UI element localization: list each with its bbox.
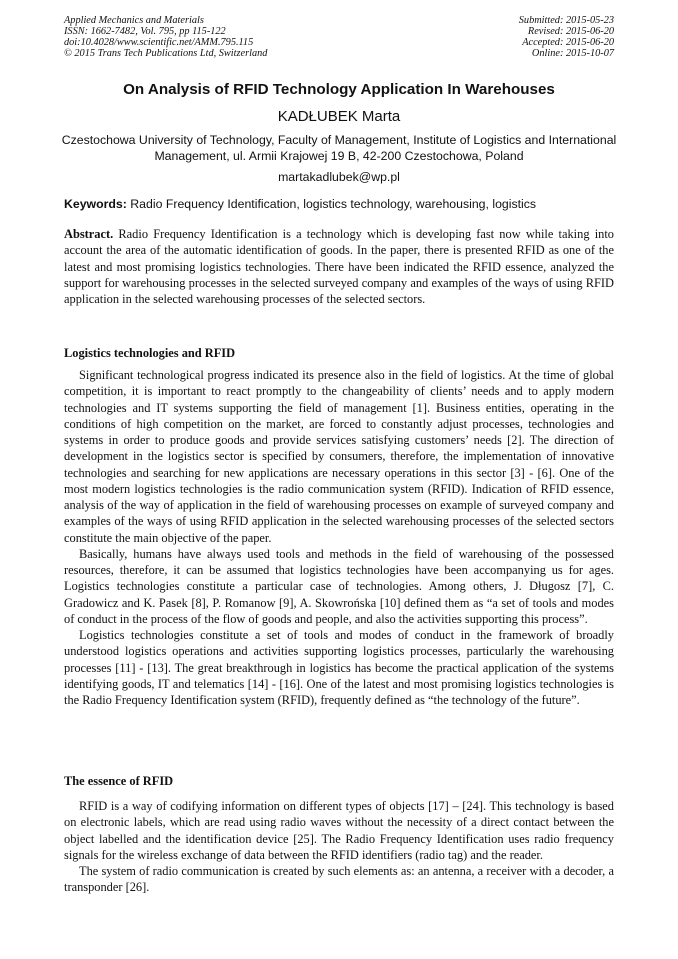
section-heading: The essence of RFID (64, 774, 174, 788)
publication-dates (519, 16, 614, 60)
paragraph: Significant technological progress indicated its presence also in the field of logistics. At the time of global competition, it is important to react promptly to the changeability of clients’ needs and to apply modern technologies and IT systems supporting the field of management [1]. Business entities, operating in the conditions of high competition on the market, are forced to constantly adjust processes, technologies and systems in order to produce goods and provide services satisfying customers’ needs [2]. The direction of development in the logistics sector is specified by consumers, therefore, the implementation of innovative technologies and searching for new applications are necessary operations in this sector [3] - [6]. One of the most modern logistics technologies is the radio communication system (RFID). Indication of RFID essence, analysis of the way of application in the field of warehousing processes on example of surveyed company and examples of the ways of using RFID application in the selected warehousing processes of the selected sectors constitute the main objective of the paper. (64, 368, 614, 545)
section-body (64, 798, 614, 896)
paragraph: Logistics technologies constitute a set of tools and modes of conduct in the framework of broadly understood logistics operations and activities supporting logistics processes, particularly the warehousing processes [11] - [13]. The great breakthrough in logistics has become the practical application of the systems identifying goods, IT and telematics [14] - [16]. One of the latest and most promising logistics technologies is the Radio Frequency Identification system (RFID), frequently defined as “the technology of the future”. (64, 628, 614, 707)
keywords-text: Radio Frequency Identification, logistics technology, warehousing, logistics (130, 197, 537, 211)
revised-date: Revised: 2015-06-20 (527, 25, 614, 37)
section-body (64, 367, 614, 708)
author-name: KADŁUBEK Marta (277, 108, 401, 125)
keywords-label: Keywords: (64, 197, 127, 211)
paragraph: RFID is a way of codifying information on different types of objects [17] – [24]. This technology is based on electronic labels, which are read using radio waves without the necessity of a direct contact between the object labelled and the identification device [25]. The Radio Frequency Identification uses radio frequency signals for the wireless exchange of data between the RFID identifiers (radio tag) and the reader. (64, 799, 614, 862)
journal-name: Applied Mechanics and Materials (64, 15, 204, 26)
section-heading: Logistics technologies and RFID (64, 346, 236, 360)
submitted-date: Submitted: 2015-05-23 (518, 15, 614, 26)
paragraph: The system of radio communication is created by such elements as: an antenna, a receiver with a decoder, a transponder [26]. (64, 864, 614, 895)
accepted-date: Accepted: 2015-06-20 (522, 36, 614, 48)
copyright-line: © 2015 Trans Tech Publications Ltd, Switzerland (64, 47, 268, 59)
paper-title: On Analysis of RFID Technology Application In Warehouses (123, 81, 555, 98)
abstract-text: Radio Frequency Identification is a technology which is developing fast now while taking into account the area of the automatic identification of goods. In the paper, there is presented RFID as one of the latest and most promising logistics technologies. There have been indicated the RFID essence, analyzed the support for warehousing processes in the selected surveyed company and examples of the ways of using RFID application in the selected warehousing processes of the selected sectors. (64, 227, 614, 306)
abstract-block (64, 226, 614, 307)
journal-info (64, 16, 267, 60)
author-email: martakadlubek@wp.pl (278, 170, 400, 184)
online-date: Online: 2015-10-07 (531, 47, 614, 59)
paragraph: Basically, humans have always used tools and methods in the field of warehousing of the possessed resources, therefore, it can be assumed that logistics technologies have been accompanying us for ages. Logistics technologies constitute a particular case of technologies. Among others, J. Długosz [7], C. Gradowicz and K. Pasek [8], P. Romanow [9], A. Skowrońska [10] defined them as “a set of tools and modes of conduct in the process of the flow of goods and people, and also the activities supporting this process”. (64, 546, 614, 626)
keywords-line (64, 197, 624, 211)
author-affiliation: Czestochowa University of Technology, Faculty of Management, Institute of Logistics and International Management, ul. Armii Krajowej 19 B, 42-200 Czestochowa, Poland (61, 133, 617, 163)
abstract-label: Abstract. (64, 227, 114, 241)
doi-line: doi:10.4028/www.scientific.net/AMM.795.115 (64, 36, 254, 48)
issn-line: ISSN: 1662-7482, Vol. 795, pp 115-122 (64, 25, 226, 37)
